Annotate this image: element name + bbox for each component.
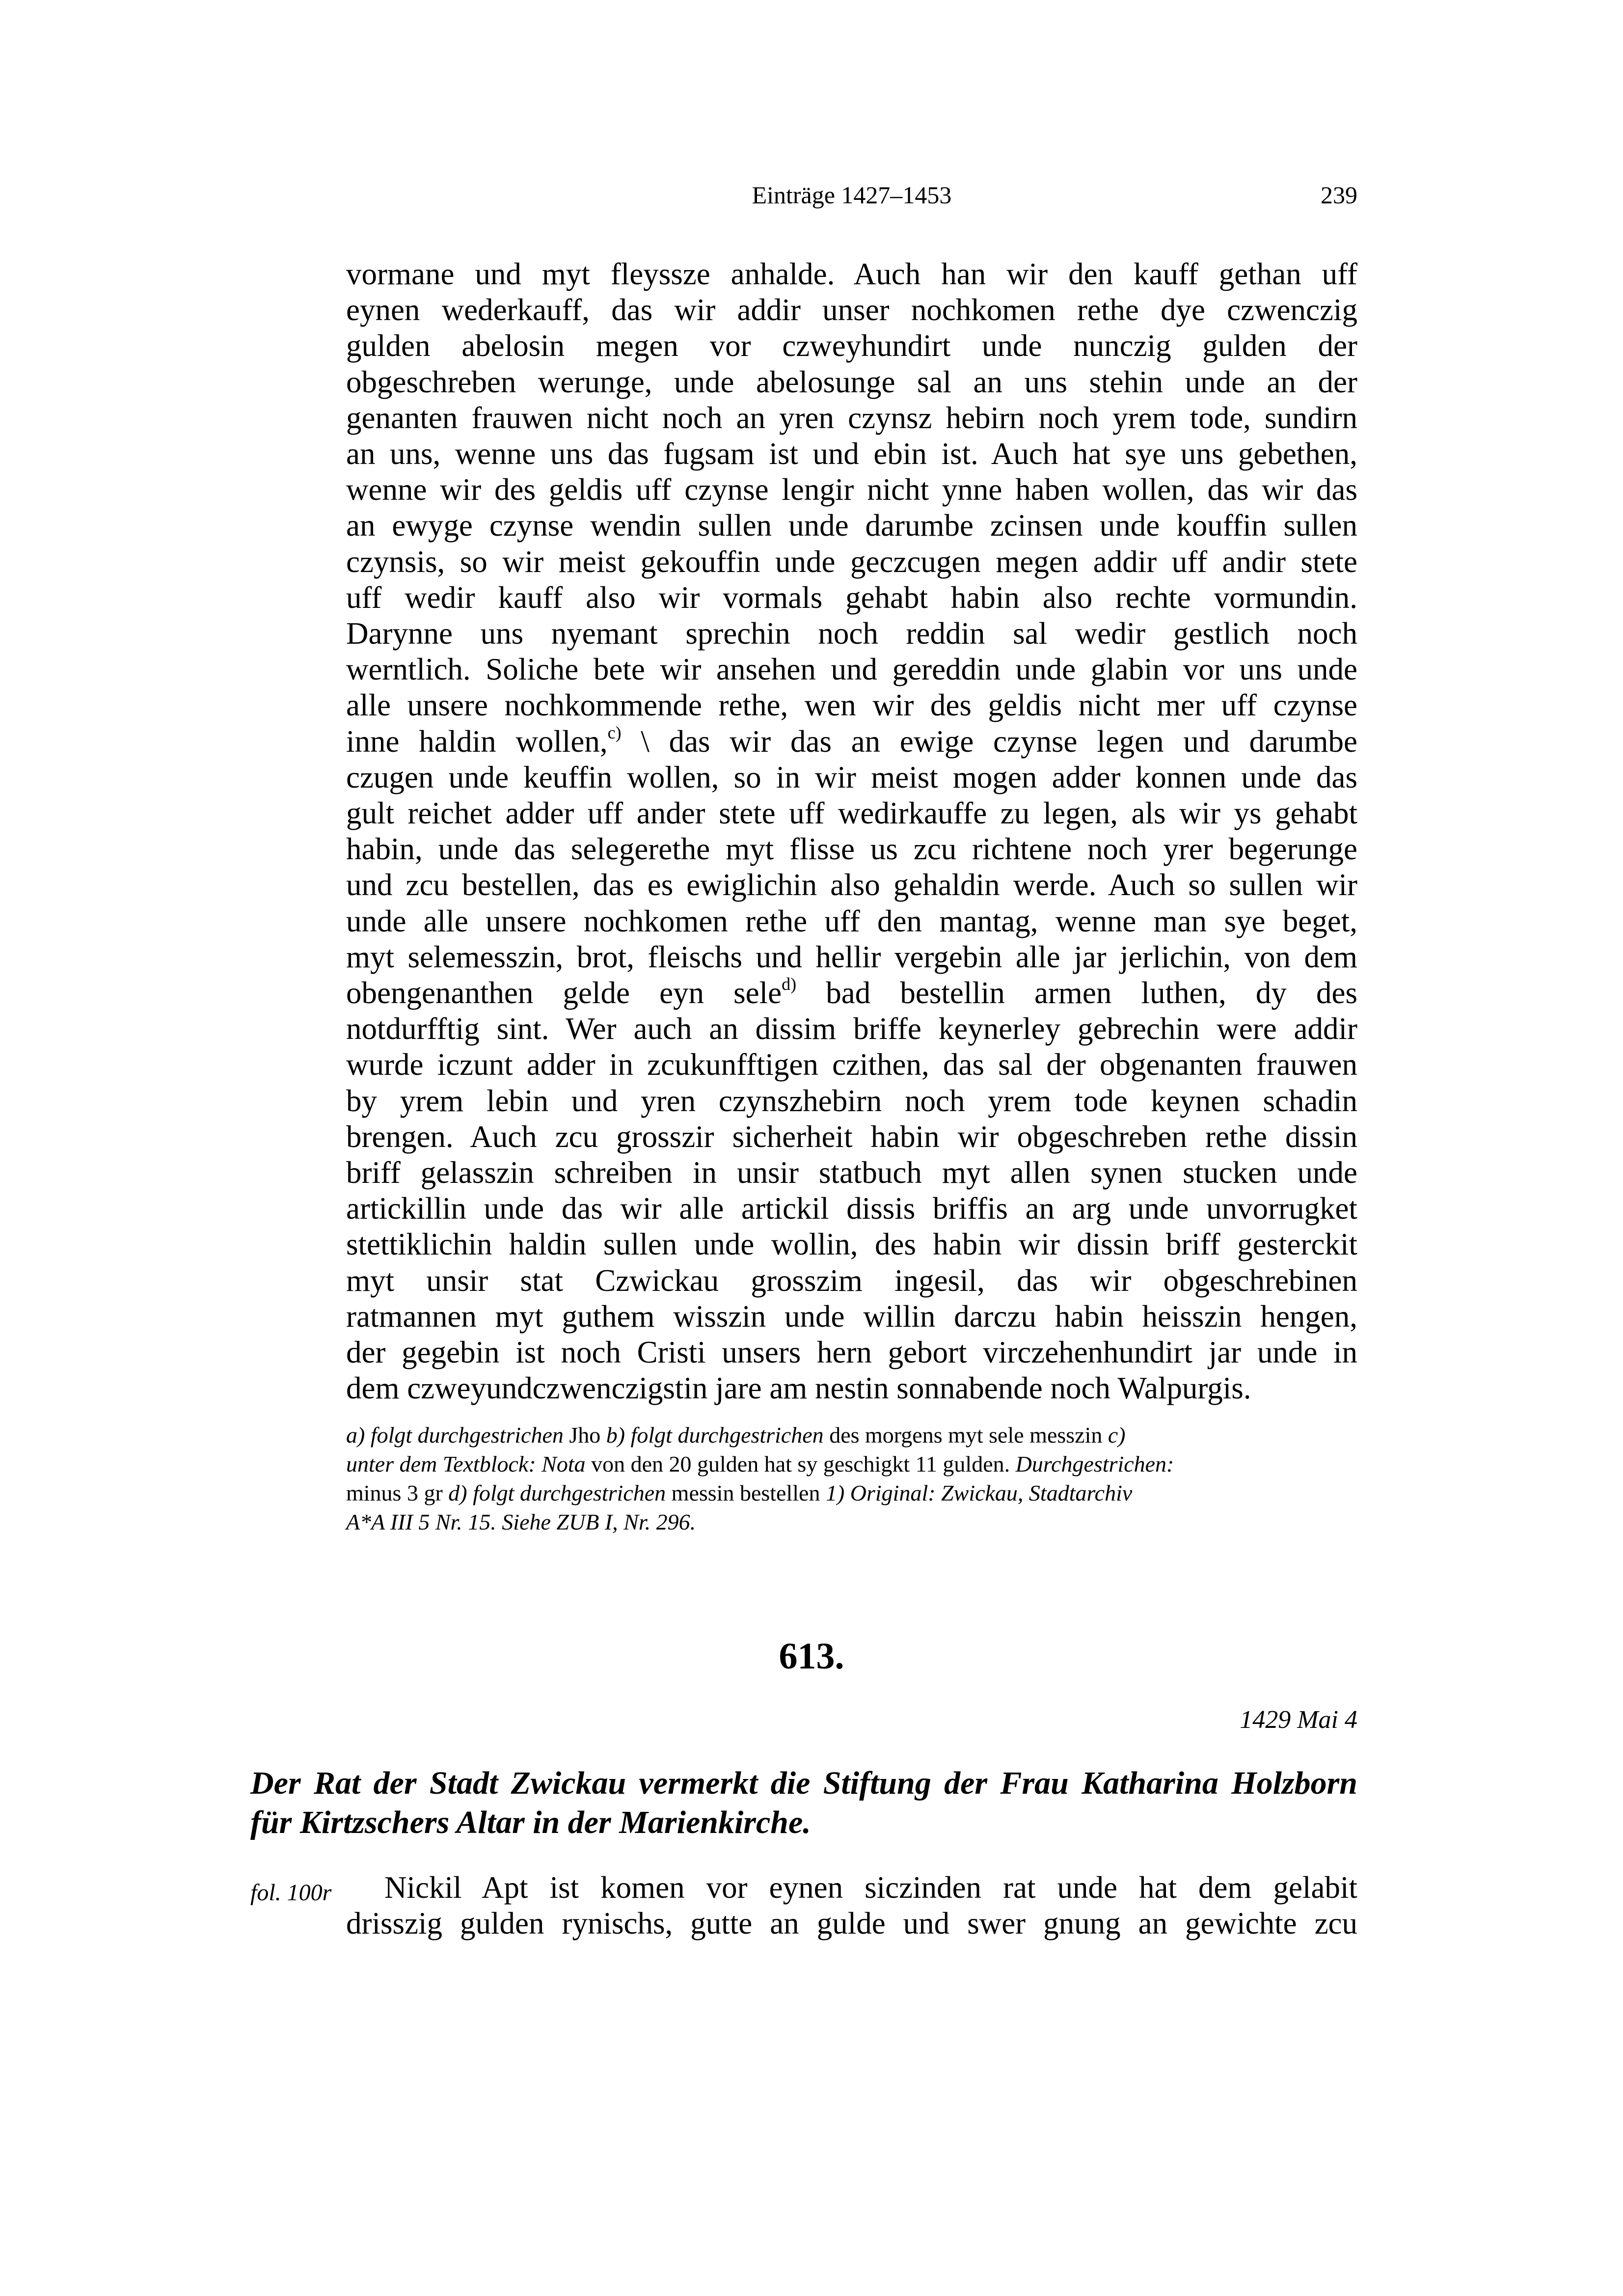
text-line — [346, 724, 1357, 760]
footnote-a-text: Jho — [563, 1422, 606, 1448]
text-line: wenne wir des geldis uff czynse lengir nicht ynne haben wollen, das wir das — [346, 472, 1357, 507]
footnote-a-label: a) folgt durchgestrichen — [346, 1422, 564, 1448]
text-line: czugen unde keuffin wollen, so in wir meist mogen adder konnen unde das — [346, 760, 1357, 794]
footnote-mark-c: c) — [607, 722, 622, 742]
footnote-d-text: messin bestellen — [666, 1480, 826, 1505]
text-line: genanten frauwen nicht noch an yren czynsz hebirn noch yrem tode, sundirn — [346, 400, 1357, 435]
text-line: unde alle unsere nochkomen rethe uff den mantag, wenne man sye beget, — [346, 903, 1357, 938]
text-line: gulden abelosin megen vor czweyhundirt unde nunczig gulden der — [346, 328, 1357, 363]
text-line: myt unsir stat Czwickau grosszim ingesil, das wir obgeschrebinen — [346, 1263, 1357, 1298]
text-line: der gegebin ist noch Cristi unsers hern gebort virczehenhundirt jar unde in — [346, 1335, 1357, 1370]
running-head — [346, 178, 1357, 212]
text-line: alle unsere nochkommende rethe, wen wir des geldis nicht mer uff czynse — [346, 688, 1357, 723]
text-line: myt selemesszin, brot, fleischs und hellir vergebin alle jar jerlichin, von dem — [346, 939, 1357, 974]
page-number: 239 — [1321, 181, 1357, 209]
entry-heading — [250, 1764, 1357, 1842]
footnote-line — [346, 1421, 1357, 1449]
text-line: notdurfftig sint. Wer auch an dissim briffe keynerley gebrechin were addir — [346, 1011, 1357, 1046]
text-line: an uns, wenne uns das fugsam ist und ebin ist. Auch hat sye uns gebethen, — [346, 437, 1357, 471]
text-line: eynen wederkauff, das wir addir unser nochkomen rethe dye czwenczig — [346, 293, 1357, 328]
footnote-b-text: des morgens myt sele messzin — [823, 1422, 1108, 1448]
footnote-line — [346, 1449, 1357, 1478]
footnote-c-label: c) — [1108, 1422, 1126, 1448]
line-text: obengenanthen gelde eyn sele — [346, 976, 782, 1011]
footnote-line — [346, 1478, 1357, 1507]
footnote-c-label: unter dem Textblock: Nota — [346, 1451, 586, 1476]
text-line: Nickil Apt ist komen vor eynen siczinden rat unde hat dem gelabit — [384, 1870, 1357, 1905]
footnote-b-label: b) folgt durchgestrichen — [606, 1422, 824, 1448]
heading-line: für Kirtzschers Altar in der Marienkirche. — [250, 1804, 811, 1840]
heading-line: Der Rat der Stadt Zwickau vermerkt die Stiftung der Frau Katharina Holzborn — [250, 1765, 1357, 1801]
line-text: inne haldin wollen, — [346, 724, 608, 759]
text-line — [346, 975, 1357, 1011]
entry-body-text — [346, 1870, 1357, 1941]
footnote-1-label: 1) Original: Zwickau, Stadtarchiv — [825, 1480, 1133, 1505]
footnote-c-text: minus 3 gr — [346, 1480, 449, 1505]
body-text — [346, 256, 1357, 1407]
line-text: bad bestellin armen luthen, dy des — [796, 976, 1357, 1011]
text-line: artickillin unde das wir alle artickil dissis briffis an arg unde unvorrugket — [346, 1191, 1357, 1226]
text-line: dem czweyundczwenczigstin jare am nestin sonnabende noch Walpurgis. — [346, 1371, 1251, 1406]
text-line: brengen. Auch zcu grosszir sicherheit habin wir obgeschreben rethe dissin — [346, 1119, 1357, 1154]
text-line: drisszig gulden rynischs, gutte an gulde und swer gnung an gewichte zcu — [346, 1906, 1357, 1941]
footnote-mark-d: d) — [782, 974, 797, 994]
text-line: uff wedir kauff also wir vormals gehabt habin also rechte vormundin. — [346, 580, 1357, 615]
line-text: \ das wir das an ewige czynse legen und darumbe — [621, 724, 1357, 759]
text-line: vormane und myt fleyssze anhalde. Auch han wir den kauff gethan uff — [346, 257, 1357, 291]
text-line: habin, unde das selegerethe myt flisse us zcu richtene noch yrer begerunge — [346, 832, 1357, 867]
text-line: obgeschreben werunge, unde abelosunge sal an uns stehin unde an der — [346, 364, 1357, 399]
footnote-c-text: von den 20 gulden hat sy geschigkt 11 gulden. — [585, 1451, 1016, 1476]
text-line: stettiklichin haldin sullen unde wollin, des habin wir dissin briff gesterckit — [346, 1227, 1357, 1262]
footnote-line: A*A III 5 Nr. 15. Siehe ZUB I, Nr. 296. — [346, 1509, 696, 1534]
text-line: und zcu bestellen, das es ewiglichin also gehaldin werde. Auch so sullen wir — [346, 868, 1357, 902]
text-line: by yrem lebin und yren czynszhebirn noch yrem tode keynen schadin — [346, 1083, 1357, 1118]
footnote-c-label: Durchgestrichen: — [1015, 1451, 1174, 1476]
entry-date: 1429 Mai 4 — [1240, 1706, 1357, 1734]
text-line: ratmannen myt guthem wisszin unde willin darczu habin heisszin hengen, — [346, 1299, 1357, 1334]
entry-number: 613. — [779, 1636, 844, 1677]
text-line: wurde iczunt adder in zcukunfftigen czithen, das sal der obgenanten frauwen — [346, 1047, 1357, 1082]
footnotes — [346, 1421, 1357, 1536]
running-title: Einträge 1427–1453 — [752, 181, 952, 209]
text-line: werntlich. Soliche bete wir ansehen und gereddin unde glabin vor uns unde — [346, 652, 1357, 687]
text-line: czynsis, so wir meist gekouffin unde geczcugen megen addir uff andir stete — [346, 544, 1357, 579]
footnote-d-label: d) folgt durchgestrichen — [448, 1480, 666, 1505]
text-line: Darynne uns nyemant sprechin noch reddin sal wedir gestlich noch — [346, 616, 1357, 651]
text-line: briff gelasszin schreiben in unsir statbuch myt allen synen stucken unde — [346, 1155, 1357, 1190]
text-line: an ewyge czynse wendin sullen unde darumbe zcinsen unde kouffin sullen — [346, 508, 1357, 543]
text-line: gult reichet adder uff ander stete uff wedirkauffe zu legen, als wir ys gehabt — [346, 796, 1357, 831]
folio-margin-note: fol. 100r — [250, 1880, 332, 1906]
